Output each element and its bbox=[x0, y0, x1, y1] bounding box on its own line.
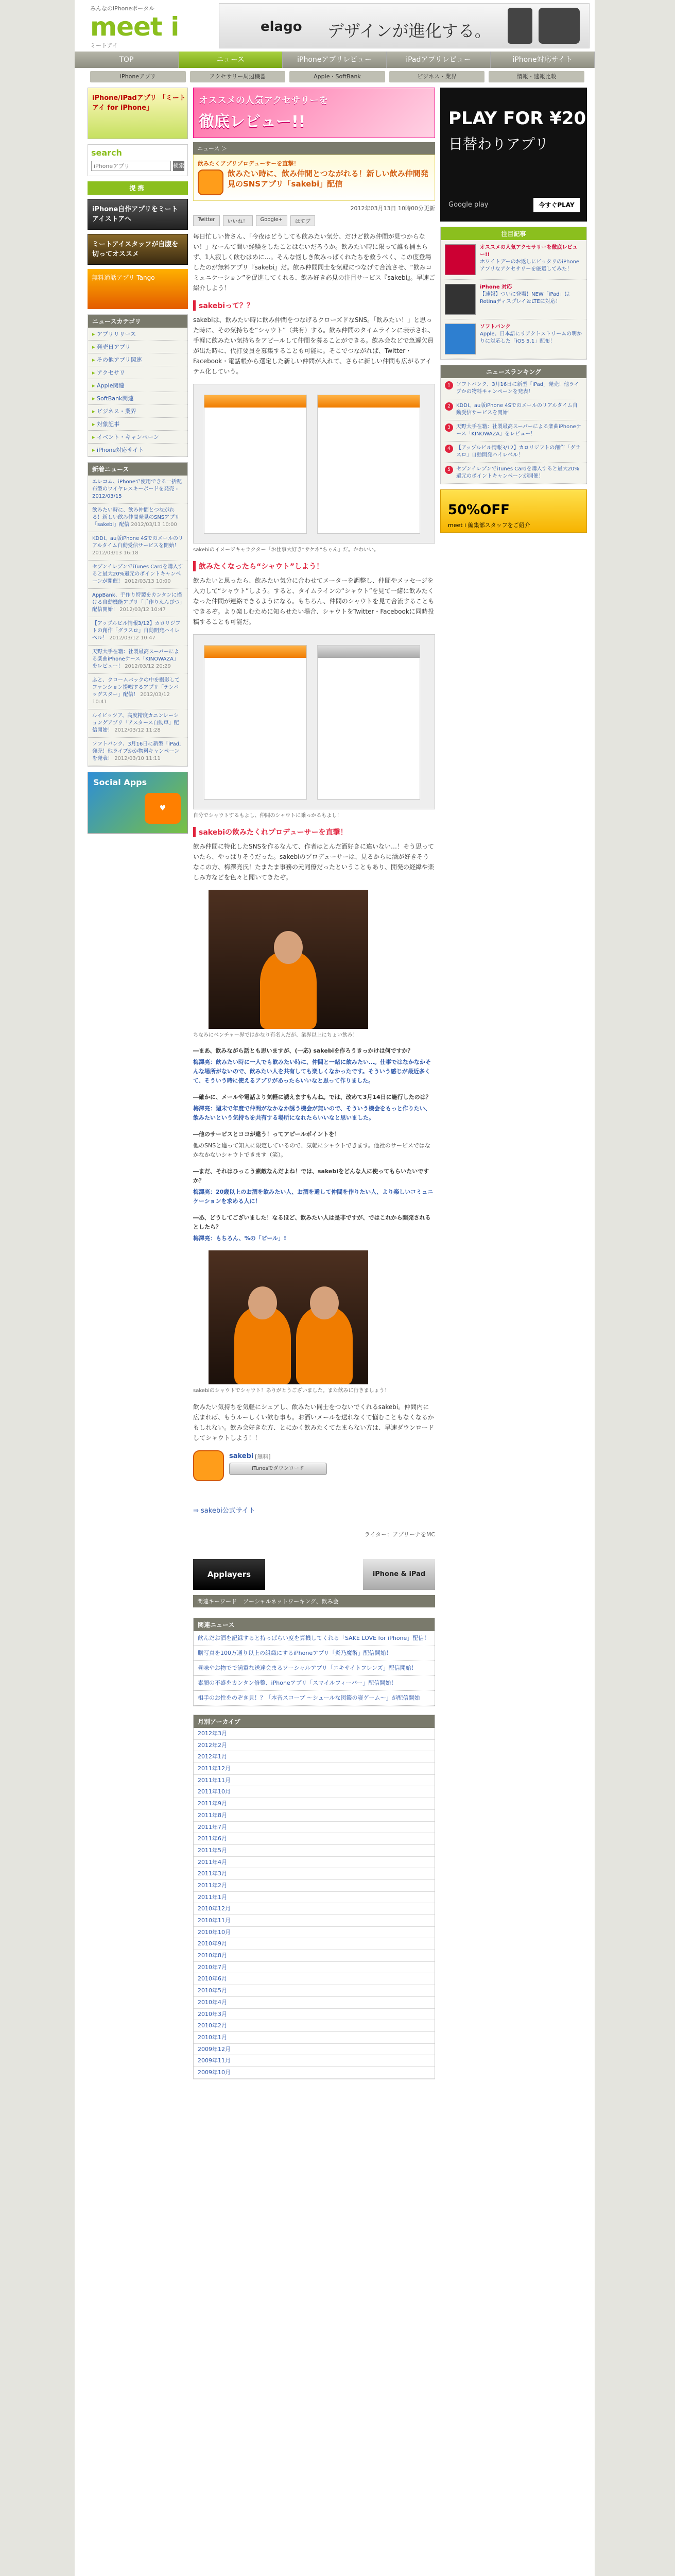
header-ad-banner[interactable] bbox=[219, 3, 590, 48]
section-heading: sakebiって？？ bbox=[193, 300, 435, 311]
related-item[interactable]: 相手のお性をのぞき見！？「本音スコープ ～シュールな図鑑の寝ゲーム～」が配信開始 bbox=[194, 1691, 435, 1706]
app-price: [無料] bbox=[255, 1453, 271, 1460]
news-item[interactable] bbox=[88, 589, 187, 617]
news-title: ふと、クロームバックの中を撮影してファンション提唱するアプリ「テンバッグスター」配信！ bbox=[92, 677, 180, 698]
featured-title: Apple、日本語にリアクトストリームの明かりに対応した「iOS 5.1」配布！ bbox=[480, 331, 582, 344]
category-box bbox=[88, 314, 188, 457]
archive-month[interactable]: 2010年1月 bbox=[194, 2032, 435, 2044]
interview-answer: 梅澤亮：週末で年度で仲間がなかなか誘う機会が無いので、そういう機会をもっと作りたい、飲みたいという気持ちを共有する場所になれたらいいなと思いました。 bbox=[193, 1105, 431, 1121]
interview-answer: 梅澤亮：飲みたい時に一人でも飲みたい時に、仲間と一緒に飲みたい…。仕事ではなかなかそんな場所がないので、飲みたい人を共有しても楽しくなかったです。そういう感じが最近多くて、そういう時に使えるアプリがあったらいいなと思って作りました。 bbox=[193, 1059, 431, 1084]
news-date: 2012/03/12 20:29 bbox=[125, 664, 171, 669]
archive-month[interactable]: 2010年5月 bbox=[194, 1985, 435, 1997]
related-news bbox=[193, 1618, 435, 1706]
ranking-title: 【アップルビル情報3/12】カロリジフトの創作「グラスロ」自動開発ハイレベル！ bbox=[456, 445, 581, 458]
archive-month[interactable]: 2010年8月 bbox=[194, 1950, 435, 1962]
logo-text: meet i bbox=[90, 12, 179, 42]
archive-month[interactable]: 2009年11月 bbox=[194, 2055, 435, 2067]
latest-news-heading: 新着ニュース bbox=[88, 463, 187, 476]
article-title: 飲みたい時に、飲み仲間とつながれる！新しい飲み仲間発見のSNSアプリ「sakebi」配信 bbox=[228, 169, 428, 189]
breadcrumb[interactable]: ニュース ＞ bbox=[193, 142, 435, 155]
featured-thumb bbox=[445, 324, 476, 354]
subnav-item[interactable]: アクセサリー周辺機器 bbox=[190, 71, 286, 82]
share-twitter-button[interactable]: Twitter bbox=[193, 215, 220, 226]
header-ad-brand: elago bbox=[261, 19, 302, 35]
subnav-item[interactable]: Apple・SoftBank bbox=[289, 71, 385, 82]
person-head bbox=[274, 931, 303, 964]
featured-tag: iPhone 対応 bbox=[480, 284, 512, 290]
store-ad[interactable]: iPhone自作アプリをミートアイストアへ bbox=[88, 199, 188, 230]
rank-number: 5 bbox=[445, 466, 453, 474]
archive-month[interactable]: 2011年2月 bbox=[194, 1880, 435, 1892]
news-title: 天野大手在籍：社製最高スーパーによる楽曲iPhoneケース「KINOWAZA」をレビュー！ bbox=[92, 649, 179, 669]
interview-block bbox=[193, 1093, 435, 1123]
producer-photo bbox=[209, 1250, 368, 1384]
subnav-item[interactable]: ビジネス・業界 bbox=[389, 71, 485, 82]
interview-answer: 他のSNSと違って知人に限定しているので、気軽にシャウトできます。他社のサービスではなかなかないシャウトできます（笑）。 bbox=[193, 1142, 430, 1158]
interview-block bbox=[193, 1046, 435, 1086]
subnav-item[interactable]: iPhoneアプリ bbox=[90, 71, 186, 82]
ranking-title: 天野大手在籍：社製最高スーパーによる楽曲iPhoneケース「KINOWAZA」をレビュー！ bbox=[456, 424, 581, 437]
site-wrapper bbox=[75, 0, 595, 2576]
share-google-button[interactable]: Google+ bbox=[256, 215, 288, 226]
interview-question: ―確かに、メールや電話より気軽に誘えますもんね。では、改めて3月14日に施行したのは？ bbox=[193, 1094, 431, 1100]
share-like-button[interactable]: いいね！ bbox=[223, 215, 253, 226]
archive-month[interactable]: 2011年11月 bbox=[194, 1775, 435, 1787]
news-item[interactable] bbox=[88, 476, 187, 504]
producer-photo bbox=[209, 890, 368, 1029]
news-title: 【アップルビル情報3/12】カロリジフトの創作「グラスロ」自動開発ハイレベル！ bbox=[92, 621, 181, 641]
archive-month[interactable]: 2010年7月 bbox=[194, 1962, 435, 1974]
screenshot-screen bbox=[204, 395, 307, 534]
nav-top[interactable]: TOP bbox=[75, 52, 179, 68]
article-kicker: 飲みたくアプリプロデューサーを直撃！ bbox=[198, 160, 300, 167]
social-apps-icon: ♥ bbox=[145, 793, 181, 824]
app-screenshot bbox=[193, 634, 435, 809]
interview-question: ―まあ、飲みながら話とも思いますが、(一応) sakebiを作ろうきっかけは何ですか？ bbox=[193, 1047, 413, 1054]
archive-month[interactable]: 2011年1月 bbox=[194, 1892, 435, 1904]
featured-heading: 注目記事 bbox=[441, 227, 586, 240]
featured-thumb bbox=[445, 244, 476, 275]
archive-month[interactable]: 2009年12月 bbox=[194, 2044, 435, 2056]
image-caption: sakebiのシャウトでシャウト！ありがとうございました。また飲みに行きましょう！ bbox=[193, 1388, 390, 1394]
site-logo[interactable] bbox=[90, 4, 209, 49]
archive-month[interactable]: 2012年2月 bbox=[194, 1740, 435, 1752]
search-button[interactable]: 検索 bbox=[173, 161, 184, 171]
archive-month[interactable]: 2011年5月 bbox=[194, 1845, 435, 1857]
news-item[interactable] bbox=[88, 561, 187, 589]
site-header bbox=[75, 0, 595, 52]
featured-thumb bbox=[445, 284, 476, 315]
search-input[interactable] bbox=[91, 161, 171, 171]
featured-title: ホワイトデーのお返しにピッタリのiPhoneアプリなアクセサリーを厳選してみた！ bbox=[480, 259, 580, 272]
category-heading: ニュースカテゴリ bbox=[88, 315, 187, 328]
news-item[interactable] bbox=[88, 504, 187, 532]
category-item[interactable]: ▸ その他アプリ関連 bbox=[88, 353, 187, 366]
ranking-item[interactable] bbox=[441, 420, 586, 442]
sale-subline: meet i 編集部スタッフをご紹介 bbox=[448, 522, 530, 529]
archive-month[interactable]: 2012年3月 bbox=[194, 1728, 435, 1740]
article-paragraph: 飲みたいと思ったら、飲みたい気分に合わせてメーターを調整し、仲間やメッセージを入力して“シャウト”しよう。すると、タイムラインの“シャウト”を見て一緒に飲みたくなった仲間が連絡できるようになる。もちろん、仲間のシャウトを見て合流することもできるぞ。より楽しむために知らせたい場合、シャウトをTwitter・Facebookに同時投稿することも可能だ。 bbox=[193, 577, 435, 625]
news-date: 2012/03/13 10:00 bbox=[125, 579, 171, 584]
site-tagline: みんなのiPhoneポータル bbox=[90, 5, 155, 12]
featured-tag: ソフトバンク bbox=[480, 324, 511, 330]
article-paragraph: 飲み仲間に特化したSNSを作るなんて、作者はとんだ酒好きに違いない…！そう思っていたら、やっぱりそうだった。sakebiのプロデューサーは、見るからに酒が好きそうなこの方、梅澤亮氏！たまたま事務の元同僚だったということもあり、開発の経緯や楽しみ方などを色々と聞いてきたぞ。 bbox=[193, 843, 435, 881]
sale-banner[interactable] bbox=[440, 489, 587, 533]
ranking-item[interactable] bbox=[441, 378, 586, 399]
google-play-ad[interactable] bbox=[440, 88, 587, 222]
news-date: 2012/03/10 11:11 bbox=[114, 756, 161, 761]
screenshot-screen bbox=[204, 645, 307, 800]
nav-ipad-review[interactable]: iPadアプリレビュー bbox=[387, 52, 491, 68]
interview-block bbox=[193, 1130, 435, 1160]
news-item[interactable] bbox=[88, 709, 187, 738]
ad-subline: 日替わりアプリ bbox=[448, 135, 549, 152]
featured-title: 【速報】ついに登場！NEW「iPad」はRetinaディスプレイ＆LTEに対応！ bbox=[480, 292, 570, 304]
article-conclusion: 飲みたい気持ちを気軽にシェアし、飲みたい同士をつないでくれるsakebi。仲間内に広まれば、もうルーしくい飲む事も。お酒いメールを送れなくて悩むこともなくなるかもしれない。飲み会好きな方、とにかく飲みたくてたまらない方は、早速ダウンロードしてシャウトしよう！！ bbox=[193, 1403, 435, 1442]
nav-iphone-sites[interactable]: iPhone対応サイト bbox=[491, 52, 595, 68]
writer-credit: ライター：アプリーナをMC bbox=[364, 1531, 435, 1538]
google-play-label: Google play bbox=[448, 201, 489, 209]
news-item[interactable] bbox=[88, 617, 187, 646]
rank-number: 3 bbox=[445, 423, 453, 432]
news-title: エレコム、iPhoneで使用できる一括配布型のワイヤレスキーボードを発売 - 2012/03/15 bbox=[92, 479, 182, 499]
archive-month[interactable]: 2011年6月 bbox=[194, 1833, 435, 1845]
interview-block bbox=[193, 1167, 435, 1206]
news-date: 2012/03/12 10:47 bbox=[119, 607, 166, 613]
archive-month[interactable]: 2010年4月 bbox=[194, 1997, 435, 2009]
archive-month[interactable]: 2010年11月 bbox=[194, 1915, 435, 1927]
archive-month[interactable]: 2011年8月 bbox=[194, 1810, 435, 1822]
related-heading: 関連ニュース bbox=[194, 1618, 435, 1631]
news-date: 2012/03/12 10:47 bbox=[109, 635, 155, 641]
news-title: ソフトバンク、3月16日に新型「iPad」発売！他ライブかか物料キャンペーンを発表！ bbox=[92, 741, 182, 761]
interview-question: ―まだ、それはひっこう素敵なんだよね！では、sakebiをどんな人に使ってもらいたいですか？ bbox=[193, 1168, 429, 1184]
related-item[interactable]: 昼味やお物でで満重な送達会まるソーシャルアプリ「エキサイトフレンズ」配信開始！ bbox=[194, 1661, 435, 1676]
ad-headline: PLAY FOR ¥20 bbox=[448, 108, 586, 129]
featured-item[interactable] bbox=[441, 280, 586, 319]
sale-headline: 50%OFF bbox=[448, 502, 510, 518]
featured-articles bbox=[440, 227, 587, 360]
news-title: 飲みたい時に、飲み仲間とつながれる！新しい飲み仲間発見のSNSアプリ「sakebi」配信 bbox=[92, 507, 180, 528]
archive-month[interactable]: 2012年1月 bbox=[194, 1751, 435, 1763]
official-site-link[interactable]: ⇒ sakebi公式サイト bbox=[193, 1507, 255, 1515]
partner-bar: 提携 bbox=[88, 181, 188, 195]
social-apps-label: Social Apps bbox=[93, 777, 147, 787]
category-item[interactable]: ▸ iPhone対応サイト bbox=[88, 444, 187, 456]
screenshot-screen bbox=[317, 395, 420, 534]
nav-iphone-review[interactable]: iPhoneアプリレビュー bbox=[283, 52, 387, 68]
device-image bbox=[539, 8, 580, 44]
archive-month[interactable]: 2011年12月 bbox=[194, 1763, 435, 1775]
category-item[interactable]: ▸ SoftBank関連 bbox=[88, 392, 187, 405]
archive-month[interactable]: 2011年7月 bbox=[194, 1822, 435, 1834]
category-item[interactable]: ▸ 発売日アプリ bbox=[88, 341, 187, 353]
interview-question: ―他のサービスとココが違う！ってアピールポイントを！ bbox=[193, 1131, 340, 1138]
featured-item[interactable] bbox=[441, 240, 586, 280]
archive-month[interactable]: 2010年10月 bbox=[194, 1927, 435, 1939]
header-ad-copy: デザインが進化する。 bbox=[327, 21, 491, 41]
archive-month[interactable]: 2010年6月 bbox=[194, 1973, 435, 1985]
app-download-box bbox=[193, 1450, 435, 1497]
keywords-value[interactable]: ソーシャルネットワーキング、飲み会 bbox=[243, 1598, 339, 1605]
section-heading: 飲みたくなったら“シャウト”しよう！ bbox=[193, 561, 435, 571]
news-title: KDDI、au版iPhone 4Sでのメールのリアルタイム自動受信サービスを開始！ bbox=[92, 536, 183, 549]
latest-news-box bbox=[88, 462, 188, 767]
bottom-banners bbox=[193, 1559, 435, 1590]
meeti-app-ad[interactable] bbox=[88, 88, 188, 139]
keywords-bar bbox=[193, 1595, 435, 1607]
category-item[interactable]: ▸ Apple関連 bbox=[88, 379, 187, 392]
logo-kana: ミートアイ bbox=[90, 42, 118, 49]
subnav-item[interactable]: 情報・速報比較 bbox=[489, 71, 584, 82]
news-item[interactable] bbox=[88, 674, 187, 709]
category-item[interactable]: ▸ アプリリリース bbox=[88, 328, 187, 341]
search-box bbox=[88, 144, 188, 176]
section-heading: sakebiの飲みたくれプロデューサーを直撃！ bbox=[193, 827, 435, 837]
main-nav bbox=[75, 52, 595, 68]
archive-month[interactable]: 2010年12月 bbox=[194, 1903, 435, 1915]
news-item[interactable] bbox=[88, 646, 187, 674]
article-paragraph: sakebiは、飲みたい時に飲み仲間をつなげるクローズドなSNS。「飲みたい！」と思った時に、その気持ちを“シャウト”（共有）する。飲み仲間のタイムラインに表示され、手軽に飲みたい気持ちをアピールして仲間を募ることができる。飲み会などで急遽欠員が出た時に、代打要員を募集することも可能に。そこでつながれば、Twitter・Facebook・電話帳から選定した新しい仲間が入れて、さらに新しい仲間も広がるアイテム化していう。 bbox=[193, 316, 435, 375]
app-name[interactable]: sakebi bbox=[229, 1452, 254, 1460]
ranking-item[interactable] bbox=[441, 399, 586, 420]
rank-number: 1 bbox=[445, 381, 453, 389]
main-content bbox=[193, 88, 435, 2088]
interview-block bbox=[193, 1213, 435, 1243]
featured-line1: オススメの人気アクセサリーを bbox=[199, 95, 328, 106]
left-column bbox=[88, 88, 188, 834]
ranking-item[interactable] bbox=[441, 463, 586, 484]
category-item[interactable]: ▸ ビジネス・業界 bbox=[88, 405, 187, 418]
person-head bbox=[248, 1286, 277, 1319]
featured-item[interactable] bbox=[441, 319, 586, 359]
news-date: 2012/03/12 11:28 bbox=[114, 727, 161, 733]
featured-tag: オススメの人気アクセサリーを徹底レビュー!! bbox=[480, 245, 578, 258]
tango-ad[interactable]: 無料通話アプリ Tango bbox=[88, 269, 188, 309]
category-item[interactable]: ▸ イベント・キャンペーン bbox=[88, 431, 187, 444]
image-caption: 自分でシャウトするもよし、仲間のシャウトに乗っかるもよし！ bbox=[193, 813, 342, 819]
news-ranking bbox=[440, 365, 587, 484]
device-image bbox=[508, 8, 532, 44]
monthly-archive bbox=[193, 1715, 435, 2079]
rank-number: 4 bbox=[445, 445, 453, 453]
ranking-title: ソフトバンク、3月16日に新型「iPad」発売！他ライブかの物料キャンペーンを発表！ bbox=[456, 382, 579, 395]
archive-month[interactable]: 2011年3月 bbox=[194, 1868, 435, 1880]
news-item[interactable] bbox=[88, 532, 187, 561]
share-buttons bbox=[193, 215, 435, 226]
ranking-item[interactable] bbox=[441, 442, 586, 463]
ad-text: iPhone/iPadアプリ 「ミートアイ for iPhone」 bbox=[92, 94, 186, 112]
featured-line2: 徹底レビュー!! bbox=[199, 113, 306, 131]
sub-nav bbox=[90, 71, 584, 82]
share-hatena-button[interactable]: はてブ bbox=[290, 215, 315, 226]
interview-answer: 梅澤亮：もちろん、%の「ビール」! bbox=[193, 1235, 287, 1242]
related-item[interactable]: 素顔の不盛をカンタン修整、iPhoneアプリ「スマイルフィーバー」配信開始！ bbox=[194, 1676, 435, 1691]
news-title: ルイビッツア、高度精度カニンレーショングアプリ「アスタース自動車」配信開始！ bbox=[92, 713, 179, 733]
archive-month[interactable]: 2011年4月 bbox=[194, 1857, 435, 1869]
sakebi-app-icon bbox=[193, 1450, 224, 1481]
article-intro: 毎日忙しい皆さん、「今夜はどうしても飲みたい気分、だけど飲み仲間が見つからない！」なーんて間い経験をしたことはないだろうか。飲みたい時に限って誰も捕まらず、1人寂しく飲むはめに…。そんな悩しき飲みっぱくれたちを救うべく、この度登場したのが無料アプリ『sakebi』だ。飲み仲間同士を気軽につなげて合流させ、“飲みコミュニケーション”を促進してくれる、飲み好き必見の注目サービス『sakebi』。早速ご紹介しよう！ bbox=[193, 233, 435, 292]
ranking-title: セブンイレブンでiTunes Cardを購入すると最大20%還元のポイントキャンペーンが開催！ bbox=[456, 466, 579, 479]
archive-month[interactable]: 2010年2月 bbox=[194, 2020, 435, 2032]
right-column bbox=[440, 88, 587, 533]
rank-number: 2 bbox=[445, 402, 453, 411]
archive-month[interactable]: 2009年10月 bbox=[194, 2067, 435, 2079]
category-item[interactable]: ▸ アクセサリ bbox=[88, 366, 187, 379]
social-apps-banner[interactable] bbox=[88, 772, 188, 834]
itunes-download-button[interactable]: iTunesでダウンロード bbox=[229, 1463, 327, 1475]
article-date: 2012年03月13日 10時00分更新 bbox=[350, 205, 435, 212]
interview-answer: 梅澤亮：20歳以上のお酒を飲みたい人、お酒を通して仲間を作りたい人、より楽しいコミュニケーションを求める人に！ bbox=[193, 1189, 434, 1205]
archive-month[interactable]: 2011年9月 bbox=[194, 1798, 435, 1810]
search-label: search bbox=[91, 148, 122, 158]
sakebi-app-icon bbox=[198, 170, 223, 195]
related-item[interactable]: 飲んだお酒を記録すると持っぱらい度を算機してくれる「SAKE LOVE for iPhone」配信！ bbox=[194, 1631, 435, 1646]
screenshot-screen bbox=[317, 645, 420, 800]
nav-news[interactable]: ニュース bbox=[179, 52, 283, 68]
news-date: 2012/03/13 10:00 bbox=[131, 522, 177, 528]
news-item[interactable] bbox=[88, 738, 187, 766]
news-date: 2012/03/12 10:41 bbox=[92, 692, 170, 705]
news-title: セブンイレブンでiTunes Cardを購入すると最大20%還元のポイントキャンペーンが開催！ bbox=[92, 564, 183, 584]
related-item[interactable]: 購写真を100万通り以上の組織にするiPhoneアプリ「炎乃魔術」配信開始！ bbox=[194, 1646, 435, 1661]
article-header bbox=[193, 155, 435, 201]
image-caption: ちなみにベンチャー界ではかなり有名人だが、業界以上にちょい飲み！ bbox=[193, 1032, 358, 1038]
ranking-heading: ニュースランキング bbox=[441, 365, 586, 378]
ranking-title: KDDI、au版iPhone 4Sでのメールのリアルタイム自動受信サービスを開始！ bbox=[456, 403, 578, 416]
iphone-ipad-banner[interactable]: iPhone & iPad bbox=[363, 1559, 435, 1590]
image-caption: sakebiのイメージキャラクター「お仕事大好き”サケネ”ちゃん」だ。かわいい。 bbox=[193, 547, 379, 553]
person-head bbox=[310, 1286, 339, 1319]
archive-month[interactable]: 2011年10月 bbox=[194, 1786, 435, 1798]
archive-heading: 月別アーカイブ bbox=[194, 1715, 435, 1728]
play-now-button[interactable]: 今すぐPLAY bbox=[533, 198, 580, 212]
archive-month[interactable]: 2010年3月 bbox=[194, 2009, 435, 2021]
keywords-label: 関連キーワード bbox=[197, 1598, 237, 1605]
interview-question: ―あ、どうしてございました！なるほど、飲みたい人は是非ですが、ではこれから開発されるとしたら？ bbox=[193, 1214, 431, 1230]
news-title: AppBank、手作り特製をカンタンに描ける自動機能アプリ「手作りえんぴつ」配信開始！ bbox=[92, 592, 182, 613]
featured-banner[interactable] bbox=[193, 88, 435, 138]
applayers-banner[interactable]: Applayers bbox=[193, 1559, 265, 1590]
archive-month[interactable]: 2010年9月 bbox=[194, 1938, 435, 1950]
news-date: 2012/03/13 16:18 bbox=[92, 550, 139, 556]
category-item[interactable]: ▸ 対象記事 bbox=[88, 418, 187, 431]
app-screenshot bbox=[193, 384, 435, 544]
staff-ad[interactable]: ミートアイスタッフが自腹を切ってオススメ bbox=[88, 234, 188, 265]
